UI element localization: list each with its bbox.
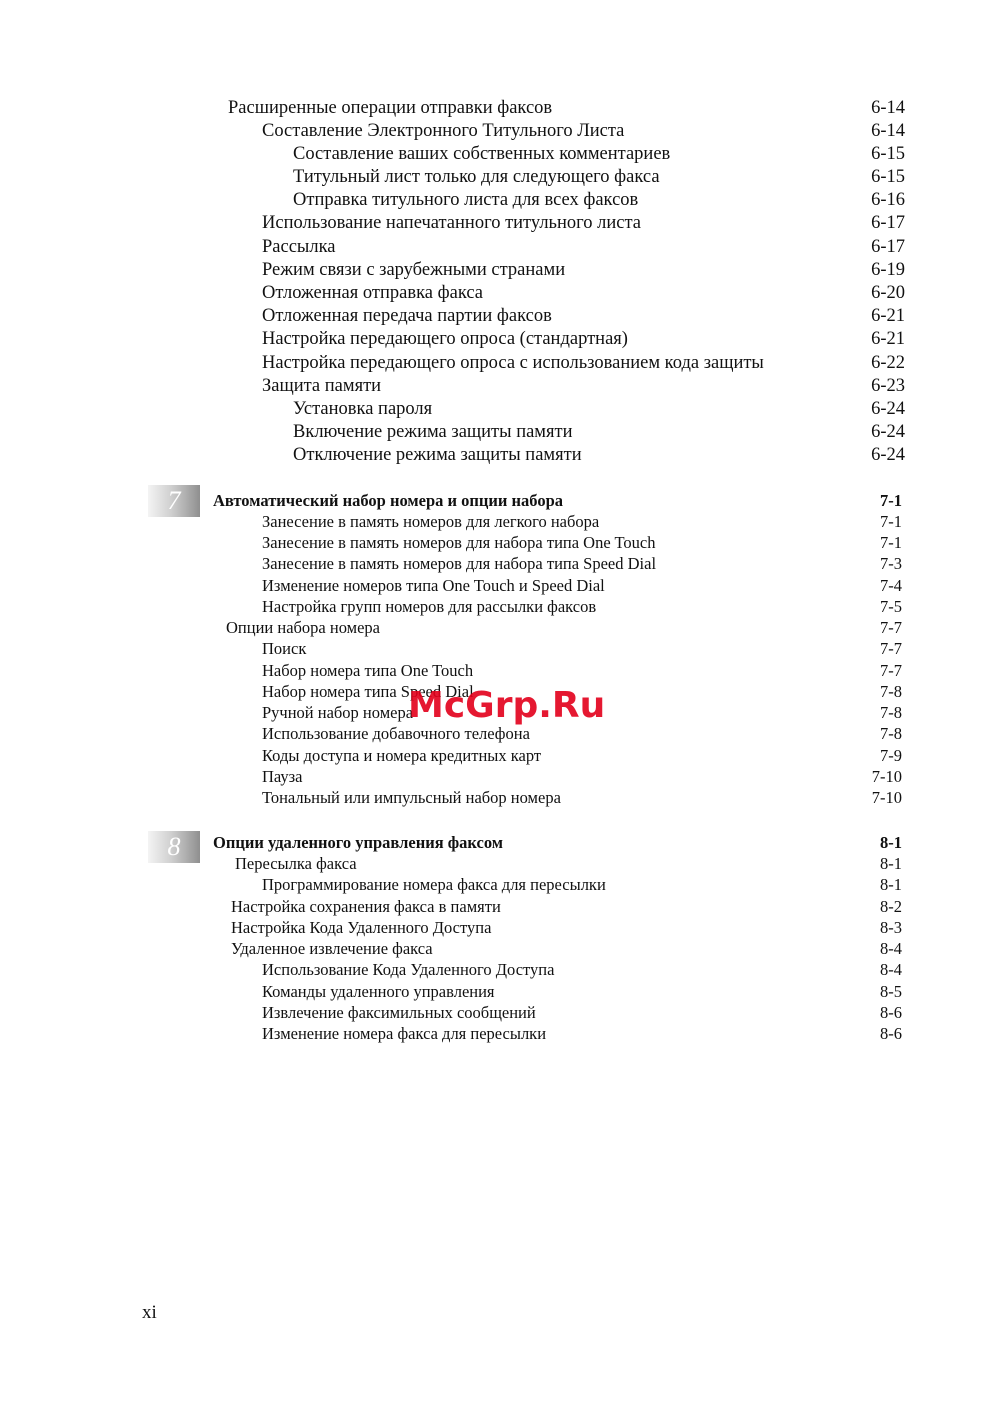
toc-entry-page: 8-1 (880, 854, 902, 873)
toc-entry-text: Использование Кода Удаленного Доступа (262, 960, 555, 979)
toc-entry-page: 7-4 (880, 576, 902, 595)
toc-entry-page: 8-6 (880, 1024, 902, 1043)
toc-entry-text: Пауза (262, 767, 303, 786)
toc-entry-page: 7-7 (880, 618, 902, 637)
chapter-title: Автоматический набор номера и опции набора (213, 491, 563, 510)
toc-entry-text: Составление ваших собственных комментариев (293, 144, 671, 164)
toc-entry-text: Занесение в память номеров для набора типа One Touch (262, 533, 656, 552)
toc-entry-page: 6-17 (871, 213, 905, 233)
toc-entry-page: 7-7 (880, 661, 902, 680)
toc-entry-text: Тональный или импульсный набор номера (262, 788, 561, 807)
toc-entry-text: Использование добавочного телефона (262, 724, 530, 743)
toc-entry-page: 7-1 (880, 512, 902, 531)
toc-entry-page: 8-6 (880, 1003, 902, 1022)
toc-entry-text: Поиск (262, 639, 307, 658)
toc-entry-page: 8-3 (880, 918, 902, 937)
toc-entry-page: 7-5 (880, 597, 902, 616)
toc-entry-page: 6-21 (871, 329, 905, 349)
toc-entry-page: 7-1 (880, 533, 902, 552)
chapter-page: 7-1 (880, 491, 902, 510)
toc-entry-text: Включение режима защиты памяти (293, 422, 573, 442)
toc-entry-page: 8-1 (880, 875, 902, 894)
toc-entry-page: 8-4 (880, 960, 902, 979)
toc-entry-page: 6-14 (871, 98, 905, 118)
toc-entry-text: Настройка сохранения факса в памяти (231, 897, 501, 916)
toc-entry-text: Команды удаленного управления (262, 982, 495, 1001)
toc-entry-text: Отключение режима защиты памяти (293, 445, 582, 465)
toc-entry-text: Пересылка факса (235, 854, 357, 873)
toc-entry-page: 7-3 (880, 554, 902, 573)
toc-entry-text: Набор номера типа Speed Dial (262, 682, 474, 701)
toc-entry-text: Коды доступа и номера кредитных карт (262, 746, 542, 765)
toc-entry-page: 6-24 (871, 445, 905, 465)
chapter-title: Опции удаленного управления факсом (213, 833, 504, 852)
chapter-tab-7: 7 (148, 485, 200, 517)
toc-entry-text: Набор номера типа One Touch (262, 661, 474, 680)
toc-entry-text: Ручной набор номера (262, 703, 414, 722)
toc-entry-text: Удаленное извлечение факса (231, 939, 433, 958)
toc-entry-page: 6-24 (871, 399, 905, 419)
chapter-tab-8: 8 (148, 831, 200, 863)
toc-entry-text: Настройка передающего опроса с использованием кода защиты (262, 353, 764, 373)
toc-entry-page: 6-20 (871, 283, 905, 303)
toc-entry-page: 8-5 (880, 982, 902, 1001)
toc-entry-page: 6-14 (871, 121, 905, 141)
toc-entry-page: 7-10 (871, 788, 902, 807)
toc-entry-page: 7-7 (880, 639, 902, 658)
toc-entry-page: 7-9 (880, 746, 902, 765)
toc-entry-page: 8-4 (880, 939, 902, 958)
toc-entry-page: 7-8 (880, 682, 902, 701)
toc-entry-text: Извлечение факсимильных сообщений (262, 1003, 536, 1022)
page-number: xi (142, 1302, 157, 1323)
toc-entry-text: Режим связи с зарубежными странами (262, 260, 566, 280)
toc-entry-page: 7-10 (871, 767, 902, 786)
toc-entry-text: Составление Электронного Титульного Листа (262, 121, 625, 141)
chapter-page: 8-1 (880, 833, 902, 852)
toc-entry-text: Защита памяти (262, 376, 382, 396)
toc-entry-text: Изменение номера факса для пересылки (262, 1024, 547, 1043)
toc-entry-text: Изменение номеров типа One Touch и Speed Dial (262, 576, 605, 595)
toc-entry-text: Настройка передающего опроса (стандартная) (262, 329, 628, 349)
toc-entry-page: 6-24 (871, 422, 905, 442)
toc-entry-text: Отправка титульного листа для всех факсов (293, 190, 639, 210)
toc-entry-text: Опции набора номера (226, 618, 380, 637)
toc-entry-page: 6-21 (871, 306, 905, 326)
toc-entry-text: Отложенная отправка факса (262, 283, 484, 303)
toc-entry-text: Использование напечатанного титульного листа (262, 213, 642, 233)
toc-entry-page: 8-2 (880, 897, 902, 916)
toc-entry-page: 6-17 (871, 237, 905, 257)
toc-entry-page: 6-15 (871, 144, 905, 164)
toc-entry-page: 6-16 (871, 190, 905, 210)
toc-entry-page: 6-15 (871, 167, 905, 187)
toc-entry-text: Титульный лист только для следующего факса (293, 167, 660, 187)
toc-entry-text: Программирование номера факса для пересылки (262, 875, 606, 894)
toc-entry-page: 6-22 (871, 353, 905, 373)
toc-entry-text: Установка пароля (293, 399, 433, 419)
toc-entry-page: 7-8 (880, 703, 902, 722)
watermark: McGrp.Ru (408, 685, 606, 726)
toc-entry-text: Настройка Кода Удаленного Доступа (231, 918, 492, 937)
toc-entry-page: 6-23 (871, 376, 905, 396)
toc-entry-page: 7-8 (880, 724, 902, 743)
toc-entry-text: Занесение в память номеров для набора типа Speed Dial (262, 554, 657, 573)
toc-entry-text: Настройка групп номеров для рассылки факсов (262, 597, 597, 616)
toc-entry-text: Расширенные операции отправки факсов (228, 98, 553, 118)
toc-entry-text: Занесение в память номеров для легкого набора (262, 512, 600, 531)
toc-entry-text: Отложенная передача партии факсов (262, 306, 552, 326)
toc-entry-text: Рассылка (262, 237, 336, 257)
toc-entry-page: 6-19 (871, 260, 905, 280)
